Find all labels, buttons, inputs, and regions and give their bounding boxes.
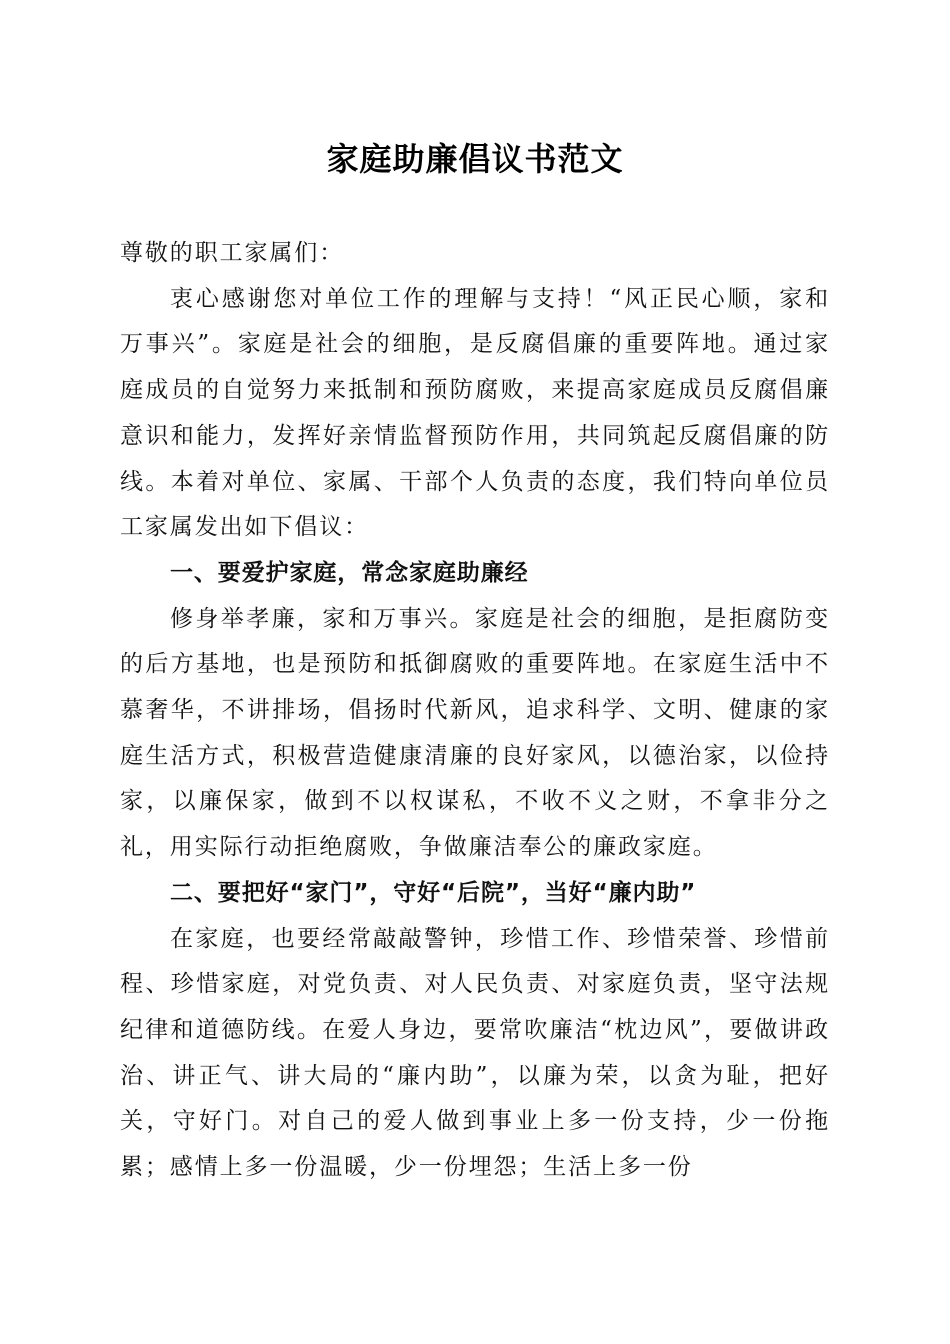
section-1-heading: 一、要爱护家庭，常念家庭助廉经	[170, 559, 529, 586]
section-2-paragraph: 在家庭，也要经常敲敲警钟，珍惜工作、珍惜荣誉、珍惜前程、珍惜家庭，对党负责、对人民负责、对家庭负责，坚守法规纪律和道德防线。在爱人身边，要常吹廉洁“枕边风”，要做讲政治、讲正气、讲大局的“廉内助”，以廉为荣，以贪为耻，把好关，守好门。对自己的爱人做到事业上多一份支持，少一份拖累；感情上多一份温暖，少一份埋怨；生活上多一份	[120, 925, 830, 1181]
document-title: 家庭助廉倡议书范文	[326, 140, 624, 178]
document-body	[120, 231, 830, 1191]
salutation: 尊敬的职工家属们：	[120, 240, 345, 266]
section-1-paragraph: 修身举孝廉，家和万事兴。家庭是社会的细胞，是拒腐防变的后方基地，也是预防和抵御腐败的重要阵地。在家庭生活中不慕奢华，不讲排场，倡扬时代新风，追求科学、文明、健康的家庭生活方式，积极营造健康清廉的良好家风，以德治家，以俭持家，以廉保家，做到不以权谋私，不收不义之财，不拿非分之礼，用实际行动拒绝腐败，争做廉洁奉公的廉政家庭。	[120, 605, 830, 861]
intro-paragraph: 衷心感谢您对单位工作的理解与支持！“风正民心顺，家和万事兴”。家庭是社会的细胞，是反腐倡廉的重要阵地。通过家庭成员的自觉努力来抵制和预防腐败，来提高家庭成员反腐倡廉意识和能力，发挥好亲情监督预防作用，共同筑起反腐倡廉的防线。本着对单位、家属、干部个人负责的态度，我们特向单位员工家属发出如下倡议：	[120, 285, 830, 541]
section-2-heading: 二、要把好“家门”，守好“后院”，当好“廉内助”	[170, 879, 697, 906]
